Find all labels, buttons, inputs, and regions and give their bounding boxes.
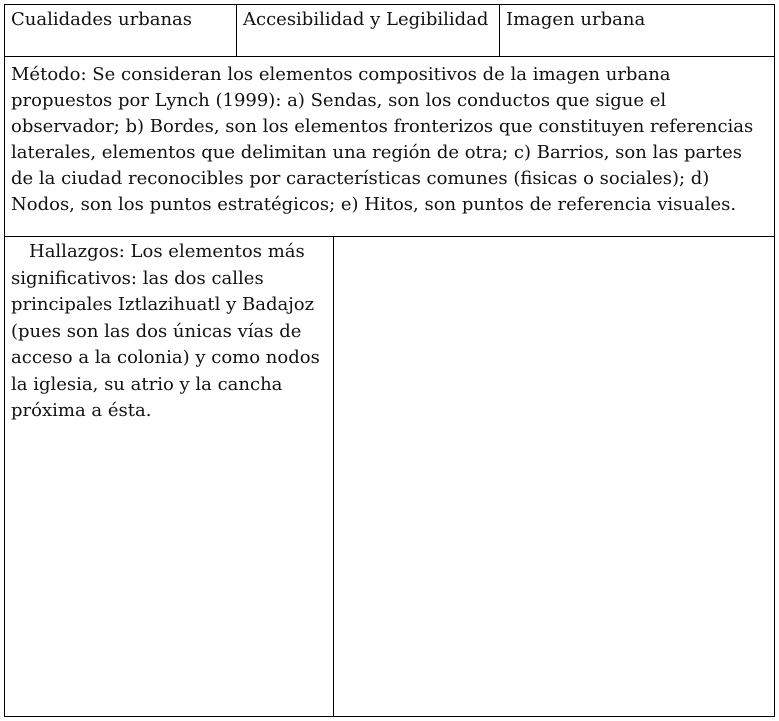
urban-qualities-table bbox=[4, 4, 775, 717]
header-cell-urban-image: Imagen urbana bbox=[506, 9, 646, 30]
method-cell: Método: Se consideran los elementos compositivos de la imagen urbana propuestos por Lynch (1999): a) Sendas, son los conductos que sigue el observador; b) Bordes, son los elementos fronterizos que constituyen referencias laterales, elementos que delimitan una región de otra; c) Barrios, son las partes de la ciudad reconocibles por características comunes (fisicas o sociales); d) Nodos, son los puntos estratégicos; e) Hitos, son puntos de referencia visuales. bbox=[5, 57, 774, 237]
header-cell-accessibility: Accesibilidad y Legibilidad bbox=[237, 5, 500, 56]
empty-cell bbox=[334, 237, 774, 716]
findings-row bbox=[5, 237, 774, 716]
header-row bbox=[5, 5, 774, 57]
header-cell-urban-qualities: Cualidades urbanas bbox=[5, 5, 237, 56]
findings-cell: Hallazgos: Los elementos más significativos: las dos calles principales Iztlazihuatl y Badajoz (pues son las dos únicas vías de acceso a la colonia) y como nodos la iglesia, su atrio y la cancha próxima a ésta. bbox=[5, 237, 334, 716]
